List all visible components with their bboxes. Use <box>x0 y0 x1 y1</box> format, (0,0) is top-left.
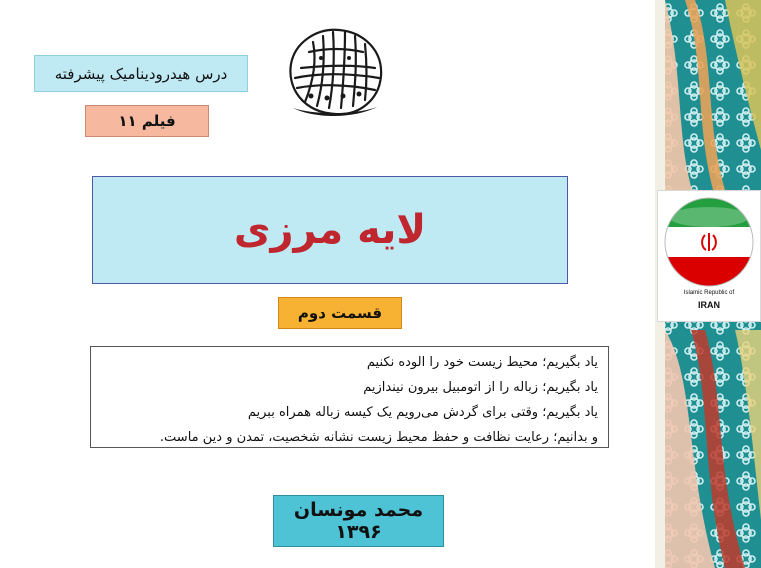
bismillah-calligraphy-icon <box>283 22 389 122</box>
film-number: فیلم ۱۱ <box>118 112 176 130</box>
flag-caption-small: Islamic Republic of <box>683 290 735 296</box>
author-box <box>273 495 444 547</box>
iran-flag-emblem <box>657 190 761 322</box>
main-title-box <box>92 176 568 284</box>
note-line: یاد بگیریم؛ زباله را از اتومبیل بیرون نیندازیم <box>363 380 598 395</box>
flag-caption-country: IRAN <box>698 300 720 310</box>
iran-flag-icon <box>664 197 754 287</box>
note-line: و بدانیم؛ رعایت نظافت و حفظ محیط زیست نشانه شخصیت، تمدن و دین ماست. <box>159 430 598 445</box>
author-name: محمد مونسان <box>293 499 424 521</box>
environment-notes-box <box>90 346 609 448</box>
part-label-box <box>278 297 402 329</box>
part-label: قسمت دوم <box>297 304 383 322</box>
note-line: یاد بگیریم؛ وقتی برای گردش می‌رویم یک کیسه زباله همراه ببریم <box>247 405 598 420</box>
note-line: یاد بگیریم؛ محیط زیست خود را الوده نکنیم <box>366 355 598 370</box>
author-year: ۱۳۹۶ <box>335 521 382 543</box>
film-number-box <box>85 105 209 137</box>
main-title: لایه مرزی <box>233 207 427 253</box>
course-title: درس هیدرودینامیک پیشرفته <box>54 64 228 83</box>
course-title-box <box>34 55 248 92</box>
